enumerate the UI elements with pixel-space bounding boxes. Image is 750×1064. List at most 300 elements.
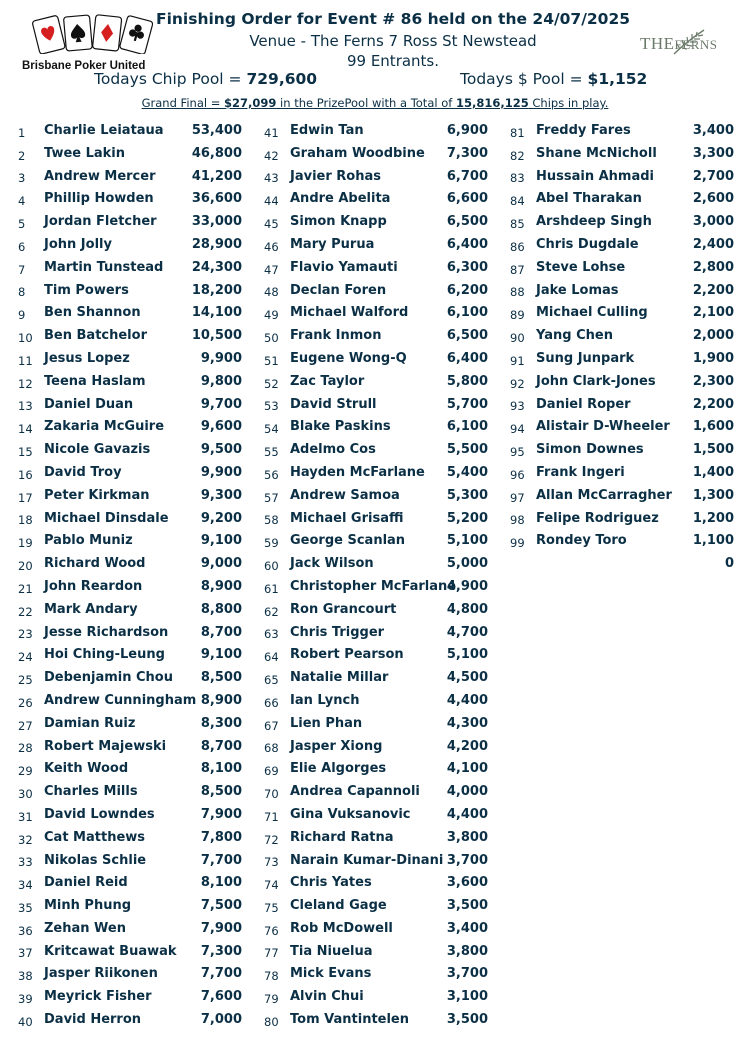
player-name: Martin Tunstead [44, 259, 164, 275]
result-row [0, 1010, 240, 1033]
result-rank: 2 [18, 148, 26, 163]
result-rank: 73 [264, 855, 279, 870]
chip-count: 24,300 [191, 259, 242, 275]
player-name: Daniel Roper [536, 396, 631, 412]
result-rank: 67 [264, 718, 279, 733]
chip-count: 2,800 [692, 259, 734, 275]
result-row [0, 600, 240, 623]
chip-count: 8,900 [200, 578, 242, 594]
chip-count: 9,000 [200, 556, 242, 572]
chip-count: 1,100 [692, 533, 734, 549]
chip-count: 8,100 [200, 761, 242, 777]
chip-count: 9,500 [200, 442, 242, 458]
result-rank: 43 [264, 171, 279, 186]
chip-count: 7,900 [200, 806, 242, 822]
chip-count: 18,200 [191, 282, 242, 298]
player-name: Tom Vantintelen [290, 1012, 410, 1028]
result-row [0, 964, 240, 987]
chip-count: 41,200 [191, 168, 242, 184]
result-row [492, 531, 732, 554]
chip-count: 9,900 [200, 350, 242, 366]
result-row [246, 395, 486, 418]
chip-count: 8,900 [200, 692, 242, 708]
result-row [246, 235, 486, 258]
player-name: Richard Ratna [290, 829, 394, 845]
player-name: Adelmo Cos [290, 442, 376, 458]
player-name: Charlie Leiataua [44, 123, 164, 138]
result-row [246, 805, 486, 828]
result-rank: 87 [510, 262, 525, 277]
player-name: Jesus Lopez [44, 350, 130, 366]
result-rank: 79 [264, 992, 279, 1007]
chip-count: 5,000 [446, 556, 488, 572]
player-name: Chris Yates [290, 875, 372, 891]
chip-count: 6,400 [446, 236, 488, 252]
chip-count: 4,400 [446, 806, 488, 822]
result-row [246, 189, 486, 212]
venue-line: Venue - The Ferns 7 Ross St Newstead [249, 32, 537, 50]
player-name: Eugene Wong-Q [290, 350, 407, 366]
result-row [246, 577, 486, 600]
player-name: Ben Shannon [44, 305, 141, 321]
result-rank: 78 [264, 969, 279, 984]
result-row [246, 121, 486, 144]
result-row [246, 942, 486, 965]
chip-count: 7,900 [200, 920, 242, 936]
chip-count: 7,700 [200, 966, 242, 982]
result-row [246, 668, 486, 691]
dollar-pool-value: $1,152 [587, 70, 648, 88]
chip-count: 2,700 [692, 168, 734, 184]
result-row [246, 964, 486, 987]
player-name: Cleland Gage [290, 898, 387, 914]
player-name: David Strull [290, 396, 377, 412]
club-name: Brisbane Poker United [22, 60, 146, 72]
player-name: Allan McCarragher [536, 487, 672, 503]
player-name: Natalie Millar [290, 670, 389, 686]
chip-count: 4,800 [446, 601, 488, 617]
grand-final-prefix: Grand Final = [141, 96, 225, 110]
chip-count: 1,600 [692, 419, 734, 435]
result-rank: 7 [18, 262, 26, 277]
player-name: Frank Inmon [290, 328, 382, 344]
player-name: Robert Majewski [44, 738, 167, 754]
result-row [0, 737, 240, 760]
result-rank: 83 [510, 171, 525, 186]
result-row [246, 1010, 486, 1033]
results-column-1 [0, 121, 240, 1033]
chip-count: 7,800 [200, 829, 242, 845]
result-rank: 72 [264, 832, 279, 847]
dollar-pool-label: Todays $ Pool = [460, 70, 588, 88]
result-row [246, 919, 486, 942]
result-rank: 70 [264, 786, 279, 801]
chip-count: 1,300 [692, 487, 734, 503]
result-rank: 99 [510, 536, 525, 551]
chip-count: 2,200 [692, 396, 734, 412]
result-rank: 12 [18, 376, 33, 391]
grand-final-middle: in the PrizePool with a Total of [276, 96, 456, 110]
result-rank: 8 [18, 285, 26, 300]
result-rank: 39 [18, 992, 33, 1007]
player-name: Michael Dinsdale [44, 510, 169, 526]
result-row [492, 509, 732, 532]
player-name: David Troy [44, 464, 122, 480]
chip-count: 6,100 [446, 419, 488, 435]
result-row [0, 463, 240, 486]
result-rank: 10 [18, 330, 33, 345]
player-name: Ron Grancourt [290, 601, 397, 617]
chip-count: 8,300 [200, 715, 242, 731]
player-name: Jesse Richardson [44, 624, 169, 640]
result-rank: 1 [18, 125, 26, 140]
chip-count: 4,500 [446, 670, 488, 686]
result-row [0, 828, 240, 851]
chip-count: 7,600 [200, 989, 242, 1005]
chip-count: 3,600 [446, 875, 488, 891]
chip-count: 33,000 [191, 214, 242, 230]
player-name: Christopher McFarlane [290, 578, 457, 594]
result-rank: 98 [510, 513, 525, 528]
chip-count: 9,100 [200, 533, 242, 549]
grand-final-amount: $27,099 [224, 96, 277, 110]
chip-count: 8,700 [200, 624, 242, 640]
chip-count: 9,300 [200, 487, 242, 503]
player-name: Narain Kumar-Dinani [290, 852, 444, 868]
result-row [0, 349, 240, 372]
result-row [492, 303, 732, 326]
result-rank: 30 [18, 786, 33, 801]
player-name: Jasper Riikonen [44, 966, 158, 982]
result-rank: 54 [264, 422, 279, 437]
chip-count: 5,400 [446, 464, 488, 480]
result-rank: 57 [264, 490, 279, 505]
result-rank: 77 [264, 946, 279, 961]
player-name: Keith Wood [44, 761, 129, 777]
player-name: Freddy Fares [536, 123, 631, 138]
result-rank: 56 [264, 467, 279, 482]
result-rank: 42 [264, 148, 279, 163]
result-rank: 28 [18, 741, 33, 756]
chip-count: 7,500 [200, 898, 242, 914]
result-rank: 59 [264, 536, 279, 551]
result-rank: 11 [18, 353, 33, 368]
player-name: Teena Haslam [44, 373, 146, 389]
player-name: Ian Lynch [290, 692, 360, 708]
result-rank: 95 [510, 444, 525, 459]
player-name: Jack Wilson [290, 556, 374, 572]
result-row [492, 372, 732, 395]
result-rank: 92 [510, 376, 525, 391]
result-row [492, 121, 732, 144]
chip-count: 9,100 [200, 647, 242, 663]
chip-pool-label: Todays Chip Pool = [94, 70, 247, 88]
result-rank: 40 [18, 1014, 33, 1029]
result-row [0, 281, 240, 304]
result-row [0, 121, 240, 144]
player-name: Ben Batchelor [44, 328, 147, 344]
chip-count: 1,900 [692, 350, 734, 366]
result-row [246, 759, 486, 782]
player-name: Simon Knapp [290, 214, 387, 230]
chip-count: 4,900 [446, 578, 488, 594]
player-name: Andrea Capannoli [290, 784, 420, 800]
player-name: Richard Wood [44, 556, 146, 572]
result-row [246, 144, 486, 167]
player-name: Shane McNicholl [536, 145, 657, 161]
entrants-count: 99 Entrants. [346, 52, 440, 70]
result-rank: 74 [264, 878, 279, 893]
result-rank: 17 [18, 490, 33, 505]
chip-count: 6,600 [446, 191, 488, 207]
result-rank: 55 [264, 444, 279, 459]
result-rank: 15 [18, 444, 33, 459]
player-name: Daniel Duan [44, 396, 134, 412]
player-name: George Scanlan [290, 533, 406, 549]
result-row [0, 440, 240, 463]
result-rank: 44 [264, 194, 279, 209]
player-name: Arshdeep Singh [536, 214, 652, 230]
result-row [246, 440, 486, 463]
result-rank: 82 [510, 148, 525, 163]
result-row [492, 258, 732, 281]
chip-count: 6,400 [446, 350, 488, 366]
player-name: Mick Evans [290, 966, 372, 982]
chip-count: 9,200 [200, 510, 242, 526]
result-rank: 33 [18, 855, 33, 870]
result-rank: 62 [264, 604, 279, 619]
player-name: Andrew Samoa [290, 487, 400, 503]
grand-final-chips: 15,816,125 [455, 96, 529, 110]
player-name: John Jolly [44, 236, 112, 252]
result-rank: 81 [510, 125, 525, 140]
result-row [492, 417, 732, 440]
chip-count: 0 [724, 556, 734, 572]
player-name: Charles Mills [44, 784, 138, 800]
player-name: Phillip Howden [44, 191, 154, 207]
result-row [492, 349, 732, 372]
player-name: Yang Chen [536, 328, 613, 344]
result-rank: 41 [264, 125, 279, 140]
player-name: Hoi Ching-Leung [44, 647, 165, 663]
result-row [246, 258, 486, 281]
player-name: Zehan Wen [44, 920, 126, 936]
result-row [492, 235, 732, 258]
chip-count: 3,800 [446, 829, 488, 845]
result-row [246, 326, 486, 349]
player-name: Alvin Chui [290, 989, 364, 1005]
result-row [246, 372, 486, 395]
player-name: Chris Dugdale [536, 236, 639, 252]
result-rank: 89 [510, 308, 525, 323]
result-rank: 91 [510, 353, 525, 368]
result-row [246, 167, 486, 190]
result-row [492, 167, 732, 190]
result-rank: 47 [264, 262, 279, 277]
player-name: Felipe Rodriguez [536, 510, 659, 526]
player-name: Peter Kirkman [44, 487, 150, 503]
player-name: John Clark-Jones [536, 373, 656, 389]
result-row [0, 486, 240, 509]
chip-count: 36,600 [191, 191, 242, 207]
result-row [492, 463, 732, 486]
result-row [246, 782, 486, 805]
chip-count: 6,500 [446, 214, 488, 230]
chip-count: 6,500 [446, 328, 488, 344]
chip-count: 3,700 [446, 852, 488, 868]
chip-count: 2,000 [692, 328, 734, 344]
player-name: Twee Lakin [44, 145, 126, 161]
chip-count: 2,400 [692, 236, 734, 252]
result-row [246, 645, 486, 668]
player-name: Andre Abelita [290, 191, 391, 207]
result-rank: 22 [18, 604, 33, 619]
player-name: Zakaria McGuire [44, 419, 165, 435]
chip-count: 4,700 [446, 624, 488, 640]
chip-count: 2,300 [692, 373, 734, 389]
result-rank: 97 [510, 490, 525, 505]
result-rank: 13 [18, 399, 33, 414]
player-name: Sung Junpark [536, 350, 635, 366]
result-rank: 60 [264, 558, 279, 573]
player-name: Jasper Xiong [290, 738, 383, 754]
result-rank: 46 [264, 239, 279, 254]
result-rank: 4 [18, 194, 26, 209]
player-name: Lien Phan [290, 715, 363, 731]
player-name: Alistair D-Wheeler [536, 419, 670, 435]
result-row [0, 759, 240, 782]
result-rank: 64 [264, 650, 279, 665]
chip-count: 9,700 [200, 396, 242, 412]
result-row [246, 873, 486, 896]
chip-count: 5,700 [446, 396, 488, 412]
chip-count: 1,500 [692, 442, 734, 458]
result-row [0, 144, 240, 167]
result-rank: 51 [264, 353, 279, 368]
result-row [246, 303, 486, 326]
chip-count: 2,600 [692, 191, 734, 207]
chip-count: 7,300 [200, 943, 242, 959]
player-name: Mary Purua [290, 236, 375, 252]
player-name: Jordan Fletcher [44, 214, 157, 230]
chip-count: 2,200 [692, 282, 734, 298]
result-rank: 34 [18, 878, 33, 893]
result-row [0, 668, 240, 691]
player-name: Tim Powers [44, 282, 129, 298]
chip-count: 8,500 [200, 784, 242, 800]
result-row [0, 942, 240, 965]
player-name: Frank Ingeri [536, 464, 625, 480]
result-row [246, 349, 486, 372]
chip-count: 5,100 [446, 647, 488, 663]
result-row [492, 395, 732, 418]
player-name: David Herron [44, 1012, 142, 1028]
player-name: Damian Ruiz [44, 715, 136, 731]
chip-count: 3,300 [692, 145, 734, 161]
result-rank: 84 [510, 194, 525, 209]
result-row [246, 463, 486, 486]
chip-count: 9,800 [200, 373, 242, 389]
result-row [492, 144, 732, 167]
chip-count: 3,700 [446, 966, 488, 982]
result-row [0, 303, 240, 326]
result-rank: 88 [510, 285, 525, 300]
result-rank: 71 [264, 809, 279, 824]
result-rank: 21 [18, 581, 33, 596]
player-name: Meyrick Fisher [44, 989, 152, 1005]
result-rank: 3 [18, 171, 26, 186]
chip-pool [94, 70, 317, 88]
player-name: Kritcawat Buawak [44, 943, 177, 959]
chip-count: 6,200 [446, 282, 488, 298]
result-row [0, 395, 240, 418]
chip-count: 9,900 [200, 464, 242, 480]
result-rank: 85 [510, 216, 525, 231]
result-row [0, 919, 240, 942]
result-row [0, 167, 240, 190]
result-row [0, 873, 240, 896]
chip-count: 7,300 [446, 145, 488, 161]
result-rank: 35 [18, 900, 33, 915]
result-row [492, 440, 732, 463]
result-rank: 19 [18, 536, 33, 551]
result-row [246, 417, 486, 440]
result-row [246, 281, 486, 304]
chip-count: 7,000 [200, 1012, 242, 1028]
result-rank: 29 [18, 764, 33, 779]
chip-count: 3,000 [692, 214, 734, 230]
chip-count: 6,700 [446, 168, 488, 184]
result-rank: 69 [264, 764, 279, 779]
result-row [492, 326, 732, 349]
result-row [492, 486, 732, 509]
results-column-2 [246, 121, 486, 1033]
chip-count: 1,200 [692, 510, 734, 526]
result-rank: 52 [264, 376, 279, 391]
player-name: Nikolas Schlie [44, 852, 147, 868]
player-name: Flavio Yamauti [290, 259, 398, 275]
result-row [246, 851, 486, 874]
result-rank: 68 [264, 741, 279, 756]
result-row [0, 896, 240, 919]
player-name: Abel Tharakan [536, 191, 642, 207]
result-rank: 25 [18, 672, 33, 687]
chip-count: 3,400 [692, 123, 734, 138]
player-name: Edwin Tan [290, 123, 364, 138]
chip-count: 6,300 [446, 259, 488, 275]
player-name: Rob McDowell [290, 920, 393, 936]
result-rank: 18 [18, 513, 33, 528]
player-name: Blake Paskins [290, 419, 391, 435]
result-rank: 75 [264, 900, 279, 915]
player-name: Andrew Mercer [44, 168, 156, 184]
result-row [492, 212, 732, 235]
chip-count: 8,800 [200, 601, 242, 617]
result-row [0, 417, 240, 440]
result-row [0, 372, 240, 395]
result-row [0, 691, 240, 714]
results-column-3 [492, 121, 732, 577]
result-row [246, 531, 486, 554]
venue-logo-text-small: FERNS [674, 37, 718, 52]
player-name: Javier Rohas [290, 168, 381, 184]
chip-count: 10,500 [191, 328, 242, 344]
player-name: Robert Pearson [290, 647, 404, 663]
player-name: Michael Walford [290, 305, 409, 321]
player-name: Chris Trigger [290, 624, 385, 640]
player-name: Elie Algorges [290, 761, 387, 777]
result-rank: 37 [18, 946, 33, 961]
